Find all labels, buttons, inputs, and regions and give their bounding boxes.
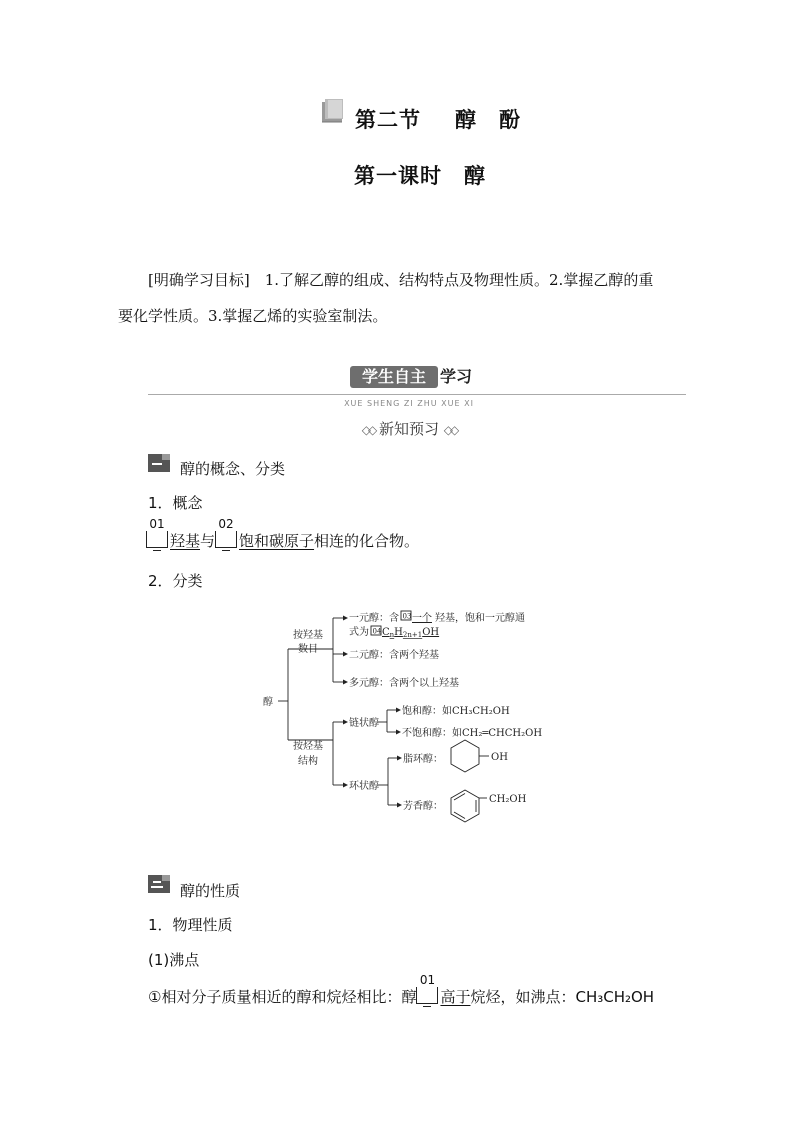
svg-text:羟基，饱和一元醇通: 羟基，饱和一元醇通 [435, 613, 525, 624]
banner-label-secondary: 学习 [440, 367, 473, 386]
banner-label-primary: 学生自主 [350, 366, 438, 388]
boiling-point-heading: (1)沸点 [148, 951, 200, 969]
diagram-hydrocarbon-criterion-line2: 结构 [298, 756, 318, 767]
classification-diagram [255, 600, 565, 840]
section-title-topic: 醇 酚 [455, 107, 521, 132]
banner-pinyin: XUE SHENG ZI ZHU XUE XI [344, 399, 474, 408]
diagram-hydrocarbon-criterion-line1: 按烃基 [293, 741, 323, 752]
diagram-hydroxyl-criterion-line2: 数目 [298, 644, 318, 655]
section1-title: 醇的概念、分类 [180, 460, 286, 478]
concept-heading: 1．概念 [148, 494, 203, 512]
diagram-hydroxyl-criterion-line1: 按羟基 [293, 630, 323, 641]
classification-heading: 2．分类 [148, 572, 203, 590]
svg-text:04: 04 [372, 627, 382, 636]
diamond-right-icon: ◇◇ [443, 423, 457, 437]
diagram-chain-alcohol: 链状醇 [349, 718, 379, 729]
answer-blank[interactable]: 02 [215, 531, 237, 548]
diagram-saturated-alcohol: 饱和醇：如CH₃CH₂OH [402, 706, 510, 717]
svg-text:式为: 式为 [349, 627, 369, 638]
section-title-number: 第二节 [355, 107, 421, 132]
diagram-root: 醇 [263, 697, 273, 708]
preview-heading [0, 418, 794, 439]
answer-blank[interactable]: 01 [416, 987, 438, 1004]
preview-text: 新知预习 [378, 420, 439, 438]
diagram-polyol: 多元醇：含两个以上羟基 [349, 678, 459, 689]
diagram-unsaturated-alcohol: 不饱和醇：如CH₂═CHCH₂OH [402, 728, 543, 739]
study-banner [350, 366, 482, 388]
diagram-cyclic-alcohol: 环状醇 [349, 781, 379, 792]
diagram-aromatic-alcohol: 芳香醇： [403, 801, 443, 812]
diagram-general-formula: $C_nH_{2n+1}OH$ [382, 627, 440, 639]
svg-text:03: 03 [402, 612, 412, 621]
number-two-icon [148, 875, 170, 893]
concept-sentence: 01 羟基与 02 饱和碳原子相连的化合物。 [146, 530, 419, 551]
lesson-title: 第一课时 醇 [354, 163, 486, 188]
diagram-alicyclic-alcohol: 脂环醇： [403, 754, 443, 765]
number-one-icon [148, 454, 170, 472]
banner-divider [148, 394, 686, 395]
svg-text:一个: 一个 [412, 613, 432, 624]
objectives-line-1: [明确学习目标] 1.了解乙醇的组成、结构特点及物理性质。2.掌握乙醇的重 [148, 271, 654, 289]
boiling-point-answer: 高于 [440, 988, 471, 1006]
diagram-diol: 二元醇：含两个羟基 [349, 650, 439, 661]
physical-properties-heading: 1．物理性质 [148, 916, 233, 934]
book-icon [320, 98, 346, 124]
diagram-hydroxymethyl-label: CH₂OH [489, 794, 527, 805]
diagram-mono-alcohol: 一元醇：含 [349, 613, 399, 624]
concept-answer-carbon: 饱和碳原子 [239, 532, 315, 550]
answer-blank[interactable]: 01 [146, 531, 168, 548]
diamond-left-icon: ◇◇ [361, 423, 375, 437]
concept-answer-hydroxyl: 羟基 [170, 532, 201, 550]
boiling-point-sentence: ①相对分子质量相近的醇和烷烃相比：醇 01 高于烷烃，如沸点：CH₃CH₂OH [148, 973, 655, 1006]
diagram-hydroxyl-label: OH [491, 752, 508, 763]
section2-title: 醇的性质 [180, 882, 241, 900]
section-title [355, 104, 521, 134]
objectives-line-2: 要化学性质。3.掌握乙烯的实验室制法。 [118, 307, 388, 325]
